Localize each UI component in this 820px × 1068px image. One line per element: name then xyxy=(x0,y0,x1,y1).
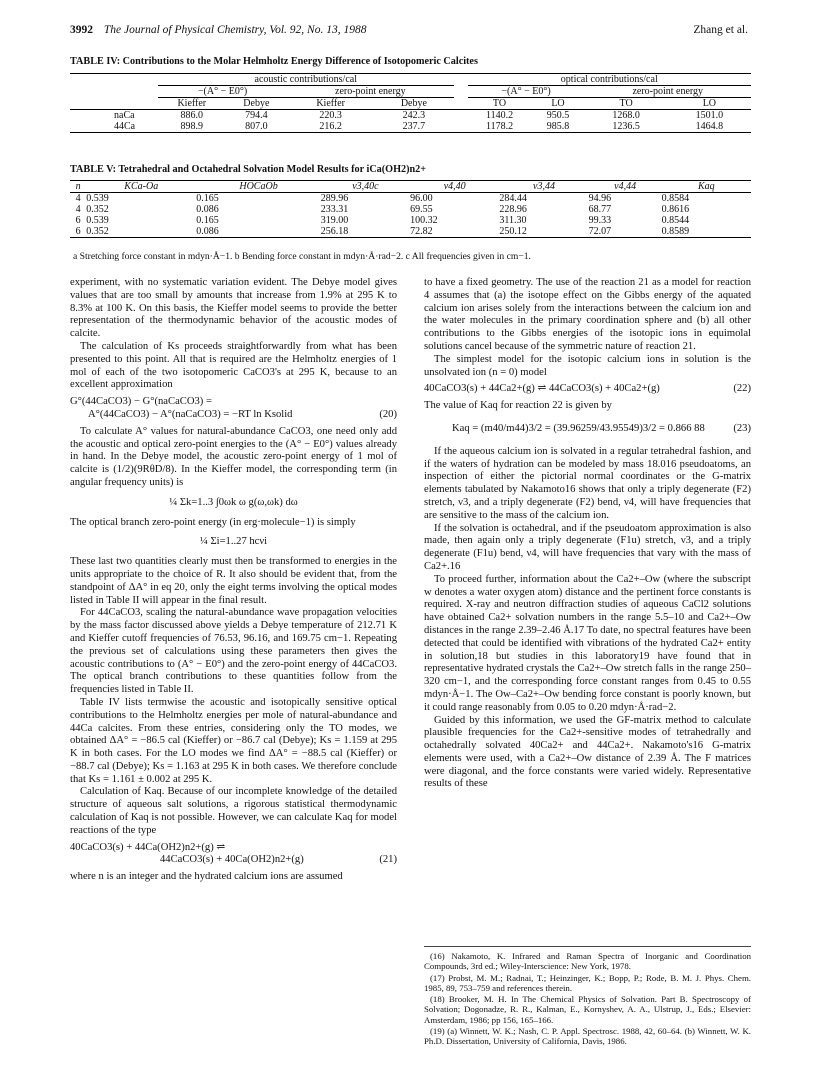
table-cell: 1501.0 xyxy=(695,110,724,121)
paragraph: If the solvation is octahedral, and if the pseudoatom approximation is also made, then again only a triply degenerate (F1u) stretch, ν3, and a triply degenerate (F1u) bend, ν4, will have frequencies that vary with the mass of Ca2+.16 xyxy=(424,522,751,572)
table4-sub-header: zero-point energy xyxy=(287,86,453,98)
table-cell: 6 xyxy=(75,215,81,226)
table4-col-header: TO xyxy=(585,98,668,110)
table-cell: 1140.2 xyxy=(485,110,514,121)
table-cell: 69.55 xyxy=(410,204,433,215)
paragraph: Guided by this information, we used the GF-matrix method to calculate plausible frequencies for the Ca2+-sensitive modes of tetrahedrally and octahedrally solvated 40Ca2+ and 44Ca2+. Nakamoto's16 G-matrix elements were used, with a Ca2+–Ow distance of 2.39 Å. The F matrices were diagonal, and the force constants were varied widely. Representative results of these xyxy=(424,714,751,790)
paragraph: to have a fixed geometry. The use of the reaction 21 as a model for reaction 4 assumes that (a) the isotope effect on the Gibbs energy of the aquated calcium ion arises solely from the interactions between the calcium ion and the water molecules in the primary coordination sphere and (b) all other contributions to the Gibbs energies of the isotopic ions in equimolal solutions cancel because of the symmetric nature of reaction 21. xyxy=(424,277,751,352)
table5-footnote: a Stretching force constant in mdyn·Å−1. b Bending force constant in mdyn·Å·rad−2. c All frequencies given in cm−1. xyxy=(73,251,531,262)
table4-col-header: LO xyxy=(668,98,751,110)
table5-col-header: ν3,44 xyxy=(499,181,588,193)
table-cell: 0.086 xyxy=(196,204,219,215)
table-cell: 1178.2 xyxy=(468,121,532,133)
equation-23 xyxy=(424,423,751,436)
table4-col-header: Kieffer xyxy=(287,98,374,110)
running-header xyxy=(70,24,748,36)
table-row xyxy=(70,226,751,238)
equation-22 xyxy=(424,383,751,396)
journal-title: The Journal of Physical Chemistry, Vol. 92, No. 13, 1988 xyxy=(103,24,367,36)
paragraph: The calculation of Ks proceeds straightforwardly from what has been presented to this point. All that is required are the Helmholtz energies of 1 mol of each of the two isotopomeric CaCO3's at 295 K, because to an excellent approximation xyxy=(70,340,397,391)
row-label: naCa xyxy=(114,110,135,121)
table-cell: 0.539 xyxy=(86,193,109,204)
table-cell: 4 xyxy=(75,204,81,215)
table-cell: 72.07 xyxy=(589,226,662,238)
table-cell: 100.32 xyxy=(410,215,438,226)
table4-group-acoustic: acoustic contributions/cal xyxy=(158,74,454,86)
table4-sub-header: −(A° − E0°) xyxy=(468,86,585,98)
table-cell: 72.82 xyxy=(410,226,499,238)
page-number: 3992 xyxy=(70,24,93,36)
table-cell: 6 xyxy=(70,226,86,238)
table-cell: 1236.5 xyxy=(585,121,668,133)
table-cell: 233.31 xyxy=(320,204,349,215)
table-cell: 68.77 xyxy=(588,204,612,215)
table4-sub-header: zero-point energy xyxy=(585,86,752,98)
reference-item: (17) Probst, M. M.; Radnai, T.; Heinzinger, K.; Bopp, P.; Rode, B. M. J. Phys. Chem. 1985, 89, 753–759 and references therein. xyxy=(424,972,751,993)
table-cell: 256.18 xyxy=(321,226,410,238)
paragraph: Calculation of Kaq. Because of our incomplete knowledge of the detailed structure of aqueous salt solutions, a rigorous statistical thermodynamic calculation of Kaq is not possible. However, we can calculate Kaq for model reactions of the type xyxy=(70,786,397,836)
table-cell: 228.96 xyxy=(499,204,527,215)
paragraph: To proceed further, information about the Ca2+–Ow (where the subscript w denotes a water oxygen atom) distance and the pertinent force constants is required. X-ray and neutron diffraction studies of aqueous CaCl2 solutions have obtained Ca2+ solvation numbers in the range 5.5–10 and Ca2+–Ow distances in the range 2.39–2.46 Å.17 To date, no spectral features have been detected that could be identified with vibrations of the hydrated Ca2+ entity in solution,18 but studies in this laboratory19 have found that in representative hydrated crystals the Ca2+–Ow stretch falls in the range 250–320 cm−1, and the corresponding force constant ranges from 0.45 to 0.55 mdyn·Å−1. The Ow–Ca2+–Ow bending force constant is poorly known, but it could range reasonably from 0.05 to 0.20 mdyn·Å·rad−2. xyxy=(424,573,751,713)
table-cell: 216.2 xyxy=(287,121,374,133)
reference-item: (16) Nakamoto, K. Infrared and Raman Spectra of Inorganic and Coordination Compounds, 3rd ed.; Wiley-Interscience: New York, 1978. xyxy=(424,951,751,972)
equation-sum: ¼ Σi=1..27 hcνi xyxy=(199,536,268,548)
table5-col-header: Kaq xyxy=(662,181,751,193)
equation-line: 40CaCO3(s) + 44Ca2+(g) ⇌ 44CaCO3(s) + 40Ca2+(g) xyxy=(424,383,660,395)
paragraph: Table IV lists termwise the acoustic and isotopically sensitive optical contributions to the Helmholtz energies per mole of natural-abundance and 44Ca calcites. From these entries, considering only the TO modes, we obtained ΔA° = −86.5 cal (Kieffer) or −86.7 cal (Debye); Ks = 1.159 at 295 K in both cases. For the LO modes we find ΔA° = −88.5 cal (Kieffer) or −88.7 cal (Debye); Ks = 1.163 at 295 K in both cases. We therefore conclude that Ks = 1.161 ± 0.002 at 295 K. xyxy=(70,696,397,785)
equation-number: (22) xyxy=(733,383,751,395)
table-cell: 250.12 xyxy=(499,226,588,238)
equation-line: A°(44CaCO3) − A°(naCaCO3) = −RT ln Ksolid xyxy=(88,408,293,420)
table-cell: 289.96 xyxy=(320,193,349,204)
table-row xyxy=(70,110,751,122)
table5-caption: TABLE V: Tetrahedral and Octahedral Solvation Model Results for iCa(OH2)n2+ xyxy=(70,164,427,175)
table-cell: 4 xyxy=(75,193,81,204)
table-cell: 0.8589 xyxy=(662,226,751,238)
table-cell: 0.165 xyxy=(196,193,219,204)
paragraph: The value of Kaq for reaction 22 is given by xyxy=(424,400,612,412)
paragraph: where n is an integer and the hydrated calcium ions are assumed xyxy=(70,871,343,883)
equation-line: G°(44CaCO3) − G°(naCaCO3) = xyxy=(70,396,212,408)
table-cell: 237.7 xyxy=(374,121,453,133)
reference-item: (19) (a) Winnett, W. K.; Nash, C. P. Appl. Spectrosc. 1988, 42, 60–64. (b) Winnett, W. K. Ph.D. Dissertation, University of California, Davis, 1986. xyxy=(424,1026,751,1047)
table-cell: 0.165 xyxy=(196,215,219,226)
paragraph: If the aqueous calcium ion is solvated in a regular tetrahedral fashion, and if the waters of hydration can be modeled by mass 18.016 pseudoatoms, an inspection of either the pictorial normal coordinates or the G-matrix elements tabulated by Nakamoto16 shows that only a triply degenerate (F2) stretch, ν3, and a triply degenerate (F2) bend, ν4, will have frequencies that are sensitive to the mass of the calcium ion. xyxy=(424,445,751,521)
table-cell: 284.44 xyxy=(499,193,527,204)
table-cell: 96.00 xyxy=(410,193,433,204)
equation-number: (20) xyxy=(379,408,397,420)
paragraph: The simplest model for the isotopic calcium ions in solution is the unsolvated ion (n = 0) model xyxy=(424,353,751,378)
table4-col-header: Debye xyxy=(226,98,288,110)
table-row xyxy=(70,215,751,226)
equation-integral: ¼ Σk=1..3 ∫0ωk ω g(ω,ωk) dω xyxy=(169,496,298,508)
references xyxy=(424,946,751,1048)
table-cell: 886.0 xyxy=(180,110,204,121)
equation-line: 44CaCO3(s) + 40Ca(OH2)n2+(g) xyxy=(160,854,304,866)
table-row xyxy=(70,193,751,205)
table-cell: 0.352 xyxy=(86,226,196,238)
table4-caption: TABLE IV: Contributions to the Molar Helmholtz Energy Difference of Isotopomeric Calcites xyxy=(70,56,478,67)
table5-col-header: n xyxy=(70,181,86,193)
left-column xyxy=(70,277,397,884)
equation-21 xyxy=(70,842,397,868)
table4-group-optical: optical contributions/cal xyxy=(468,74,751,86)
equation-line: Kaq = (m40/m44)3/2 = (39.96259/43.95549)3/2 = 0.866 88 xyxy=(452,422,705,434)
table5 xyxy=(70,180,751,238)
table-row xyxy=(70,121,751,133)
paragraph: experiment, with no systematic variation evident. The Debye model gives values that are too small by amounts that increase from 1.9% at 295 K to 8.3% at 100 K. On this basis, the Kieffer model seems to provide the better representation of the thermodynamic behavior of the acoustic modes of calcite. xyxy=(70,277,397,340)
table-cell: 0.352 xyxy=(86,204,109,215)
equation-20 xyxy=(70,396,397,422)
table4 xyxy=(70,73,751,133)
table-cell: 985.8 xyxy=(531,121,584,133)
table-cell: 319.00 xyxy=(320,215,349,226)
table-cell: 242.3 xyxy=(402,110,426,121)
paragraph: The optical branch zero-point energy (in erg·molecule−1) is simply xyxy=(70,516,356,528)
table-cell: 898.9 xyxy=(158,121,226,133)
table4-col-header: Kieffer xyxy=(158,98,226,110)
table-cell: 950.5 xyxy=(546,110,570,121)
table-cell: 1464.8 xyxy=(668,121,751,133)
table-cell: 0.8544 xyxy=(661,215,690,226)
paragraph: For 44CaCO3, scaling the natural-abundance wave propagation velocities by the mass factor discussed above yields a Debye temperature of 212.71 K and Kieffer cutoff frequencies of 76.53, 96.16, and 169.75 cm−1. Repeating the previous set of calculations using these parameters then gives the acoustic contributions to (A° − E0°) and the zero-point energy of 44CaCO3. The optical branch contributions to these quantities follow from the frequencies listed in Table II. xyxy=(70,607,397,696)
paragraph: These last two quantities clearly must then be transformed to energies in the units appropriate to the choice of R. It also should be evident that, from the standpoint of ΔA° in eq 20, only the eight terms involving the optical modes listed in Table II will appear in the final result. xyxy=(70,556,397,606)
table5-col-header: KCa-Oa xyxy=(86,181,196,193)
equation-number: (23) xyxy=(733,422,751,434)
table5-col-header: ν4,44 xyxy=(589,181,662,193)
right-column xyxy=(424,277,751,791)
table-cell: 794.4 xyxy=(245,110,268,121)
table4-col-header: Debye xyxy=(374,98,453,110)
table-cell: 807.0 xyxy=(226,121,288,133)
table4-col-header: LO xyxy=(531,98,584,110)
table4-sub-header: −(A° − E0°) xyxy=(158,86,287,98)
paragraph: To calculate A° values for natural-abundance CaCO3, one need only add the acoustic and optical zero-point energies to the (A° − E0°) values already in hand. In the Debye model, the acoustic zero-point energy of 1 mol of calcite is (1/2)(9RθD/8). In the Kieffer model, the corresponding term (in angular frequency units) is xyxy=(70,425,397,488)
reference-item: (18) Brooker, M. H. In The Chemical Physics of Solvation. Part B. Spectroscopy of Solvation; Dogonadze, R. R., Kalman, E., Kornyshev, A. A., Ulstrup, J., Eds.; Elsevier: Amsterdam, 1986; pp 156, 165–166. xyxy=(424,994,751,1025)
equation-number: (21) xyxy=(379,854,397,866)
table-cell: 1268.0 xyxy=(612,110,640,121)
authors: Zhang et al. xyxy=(693,24,748,36)
row-label: 44Ca xyxy=(70,121,158,133)
table-cell: 311.30 xyxy=(499,215,527,226)
table-cell: 0.539 xyxy=(86,215,109,226)
table-cell: 0.086 xyxy=(196,226,320,238)
table-row xyxy=(70,204,751,215)
table5-col-header: ν4,40 xyxy=(410,181,499,193)
table-cell: 94.96 xyxy=(588,193,612,204)
table5-col-header: ν3,40c xyxy=(321,181,410,193)
table-cell: 0.8584 xyxy=(661,193,690,204)
table-cell: 220.3 xyxy=(319,110,342,121)
table-cell: 99.33 xyxy=(588,215,612,226)
equation-line: 40CaCO3(s) + 44Ca(OH2)n2+(g) ⇌ xyxy=(70,841,226,853)
table-cell: 0.8616 xyxy=(661,204,690,215)
table5-col-header: HOCaOb xyxy=(196,181,320,193)
table4-col-header: TO xyxy=(468,98,532,110)
